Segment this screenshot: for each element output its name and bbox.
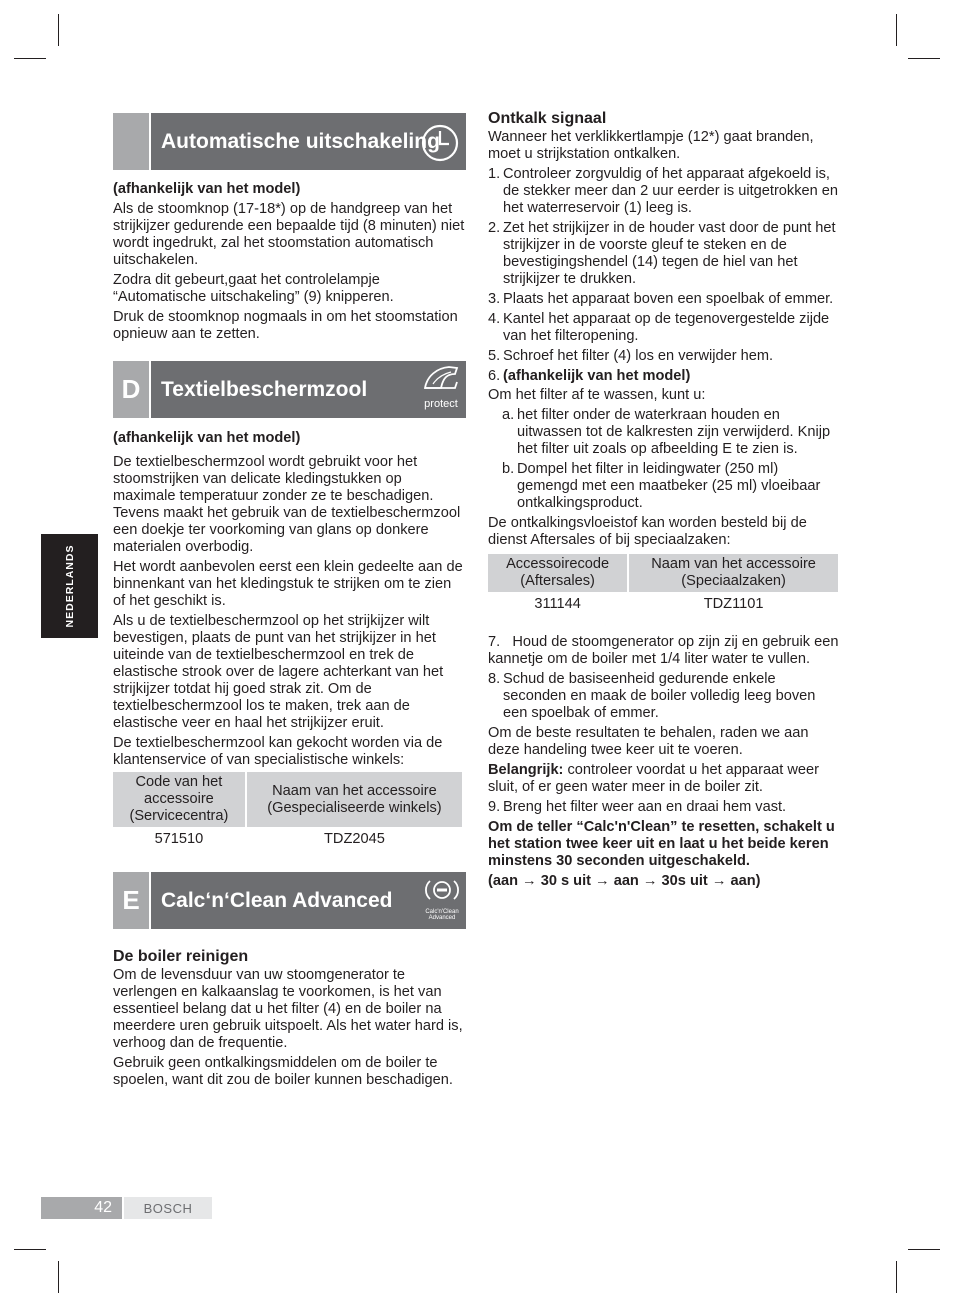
section-header-bar [151, 361, 466, 418]
step-number: 3. [488, 291, 501, 307]
paragraph: De textielbeschermzool kan gekocht worden via de klantenservice of van specialistische winkels: [113, 735, 443, 768]
list-item [488, 634, 842, 668]
section-letter: D [113, 361, 149, 418]
crop-mark [908, 58, 940, 59]
table-cell: TDZ1101 [703, 596, 764, 612]
crop-mark [14, 1249, 46, 1250]
step-text: Houd de stoomgenerator op zijn zij en gebruik een kannetje om de boiler met 1/4 liter water te vullen. [488, 634, 839, 667]
section-title: Textielbeschermzool [161, 378, 368, 401]
list-item [488, 799, 842, 816]
paragraph: Als de stoomknop (17-18*) op de handgreep van het strijkijzer gedurende een bepaalde tijd (8 minuten) niet wordt ingedrukt, zal het stoomstation automatisch uitschakelen. [113, 201, 465, 268]
paragraph: Om de levensduur van uw stoomgenerator te verlengen en kalkaanslag te voorkomen, is het van essentieel belang dat u het filter (4) en de boiler na meerdere uren gebruik uitspoelt. Als het water hard is, verhoog dan de frequentie. [113, 967, 463, 1051]
table-header: Naam van het accessoire (Speciaalzaken) [629, 554, 838, 592]
paragraph: Gebruik geen ontkalkingsmiddelen om de boiler te spoelen, want dit zou de boiler kunnen beschadigen. [113, 1055, 453, 1088]
right-column [488, 110, 842, 893]
table-cell: 311144 [534, 596, 581, 612]
reset-sequence: (aan → 30 s uit → aan → 30s uit → aan) [488, 873, 761, 889]
paragraph: Druk de stoomknop nogmaals in om het stoomstation opnieuw aan te zetten. [113, 309, 458, 342]
section-title: Calc‘n‘Clean Advanced [161, 889, 393, 912]
list-item [488, 348, 842, 365]
step-number: 5. [488, 348, 501, 364]
paragraph: Om het filter af te wassen, kunt u: [488, 387, 706, 403]
crop-mark [896, 1261, 897, 1293]
step-number: 2. [488, 220, 501, 236]
list-item [502, 407, 842, 458]
step-number: 7. [488, 634, 501, 650]
list-item [488, 220, 842, 288]
language-label: NEDERLANDS [63, 544, 76, 628]
subsection-title: De boiler reinigen [113, 948, 249, 965]
step-number: 6. [488, 368, 501, 384]
steps-list [488, 166, 842, 512]
calc-n-clean-icon [423, 876, 461, 922]
paragraph: Als u de textielbeschermzool op het strijkijzer wilt bevestigen, plaats de punt van het strijkijzer in het uiteinde van de textielbeschermzool en trek de elastische strook over de lagere achterkant van het strijkijzer totdat hij goed strak zit. Om de textielbeschermzool los te maken, trek aan de elastische veer en haal het strijkijzer eruit. [113, 613, 444, 731]
accessory-table [486, 554, 840, 616]
list-item [488, 671, 842, 722]
protect-label: protect [424, 398, 458, 410]
crop-mark [896, 14, 897, 46]
important-text: controleer voordat u het apparaat weer sluit, of er geen water meer in de boiler zit. [488, 762, 819, 795]
brand-text: BOSCH [143, 1200, 193, 1216]
clock-icon [418, 117, 462, 170]
icon-label: Advanced [428, 915, 456, 921]
paragraph: De ontkalkingsvloeistof kan worden besteld bij de dienst Aftersales of bij speciaalzaken: [488, 515, 807, 548]
table-cell: TDZ2045 [324, 831, 385, 847]
iron-protect-icon [419, 364, 463, 410]
list-item [502, 461, 842, 512]
section-header-bar [151, 113, 466, 170]
step-text: Breng het filter weer aan en draai hem vast. [503, 799, 787, 815]
reset-instruction: Om de teller “Calc'n'Clean” te resetten, schakelt u het station twee keer uit en laat u het beide keren minstens 30 seconden uitgeschakeld. [488, 819, 835, 869]
section-title: Automatische uitschakeling [161, 130, 440, 153]
step-text: Plaats het apparaat boven een spoelbak of emmer. [503, 291, 834, 307]
left-column [113, 113, 466, 1092]
sub-step-letter: a. [502, 407, 515, 423]
step-text: Zet het strijkijzer in de houder vast door de punt het strijkijzer in de voorste gleuf te steken en de bevestigingshendel (14) tegen de hiel van het strijkijzer te drukken. [503, 220, 836, 287]
model-note: (afhankelijk van het model) [503, 368, 691, 384]
step-text: het filter onder de waterkraan houden en uitwassen tot de kalkresten zijn verwijderd. Knijp het filter uit zoals op afbeelding E te zien is. [517, 407, 831, 457]
section-letter: E [113, 872, 149, 929]
important-label: Belangrijk: [488, 762, 564, 778]
crop-mark [908, 1249, 940, 1250]
step-text: Dompel het filter in leidingwater (250 ml) gemengd met een maatbeker (25 ml) vloeibaar ontkalkingsproduct. [517, 461, 821, 511]
table-header: Accessoirecode (Aftersales) [488, 554, 627, 592]
step-text: Schroef het filter (4) los en verwijder hem. [503, 348, 774, 364]
step-number: 1. [488, 166, 501, 182]
brand-label [124, 1197, 212, 1219]
list-item [488, 368, 842, 385]
model-note: (afhankelijk van het model) [113, 181, 301, 197]
table-header: Code van het accessoire (Servicecentra) [113, 772, 245, 827]
section-letter-box [113, 113, 149, 170]
page-number-text: 42 [94, 1199, 112, 1216]
section-header-e [113, 872, 466, 929]
paragraph: De textielbeschermzool wordt gebruikt voor het stoomstrijken van delicate kledingstukken op maximale temperatuur zonder ze te beschadigen. Tevens maakt het gebruik van de textielbeschermzool een doekje ter voorkoming van glans op donkere materialen overbodig. [113, 454, 461, 555]
important-note [488, 762, 842, 796]
table-header: Naam van het accessoire (Gespecialiseerde winkels) [247, 772, 462, 827]
step-number: 9. [488, 799, 501, 815]
sub-step-letter: b. [502, 461, 515, 477]
section-header-d [113, 361, 466, 418]
step-number: 4. [488, 311, 501, 327]
paragraph: Het wordt aanbevolen eerst een klein gedeelte aan de binnenkant van het kledingstuk te strijken om te zien of het geschikt is. [113, 559, 463, 609]
section-header-bar [151, 872, 466, 929]
crop-mark [14, 58, 46, 59]
step-text: Kantel het apparaat op de tegenovergestelde zijde van het filteropening. [503, 311, 830, 344]
crop-mark [58, 14, 59, 46]
list-item [488, 291, 842, 308]
language-tab [41, 534, 98, 638]
subsection-title: Ontkalk signaal [488, 110, 607, 127]
paragraph: Zodra dit gebeurt,gaat het controlelampje “Automatische uitschakeling” (9) knipperen. [113, 272, 394, 305]
page-number [41, 1197, 122, 1219]
paragraph: Om de beste resultaten te behalen, raden we aan deze handeling twee keer uit te voeren. [488, 725, 809, 758]
step-text: Schud de basiseenheid gedurende enkele seconden en maak de boiler volledig leeg boven een spoelbak of emmer. [503, 671, 816, 721]
section-header-auto [113, 113, 466, 170]
model-note: (afhankelijk van het model) [113, 430, 301, 446]
table-cell: 571510 [154, 831, 204, 847]
step-text: Controleer zorgvuldig of het apparaat afgekoeld is, de stekker meer dan 2 uur eerder is uitgetrokken en het waterreservoir (1) leeg is. [503, 166, 839, 216]
list-item [488, 166, 842, 217]
accessory-table [111, 772, 464, 851]
step-number: 8. [488, 671, 501, 687]
list-item [488, 311, 842, 345]
icon-label: Calc'n'Clean [425, 909, 459, 915]
paragraph: Wanneer het verklikkertlampje (12*) gaat branden, moet u strijkstation ontkalken. [488, 129, 814, 162]
crop-mark [58, 1261, 59, 1293]
